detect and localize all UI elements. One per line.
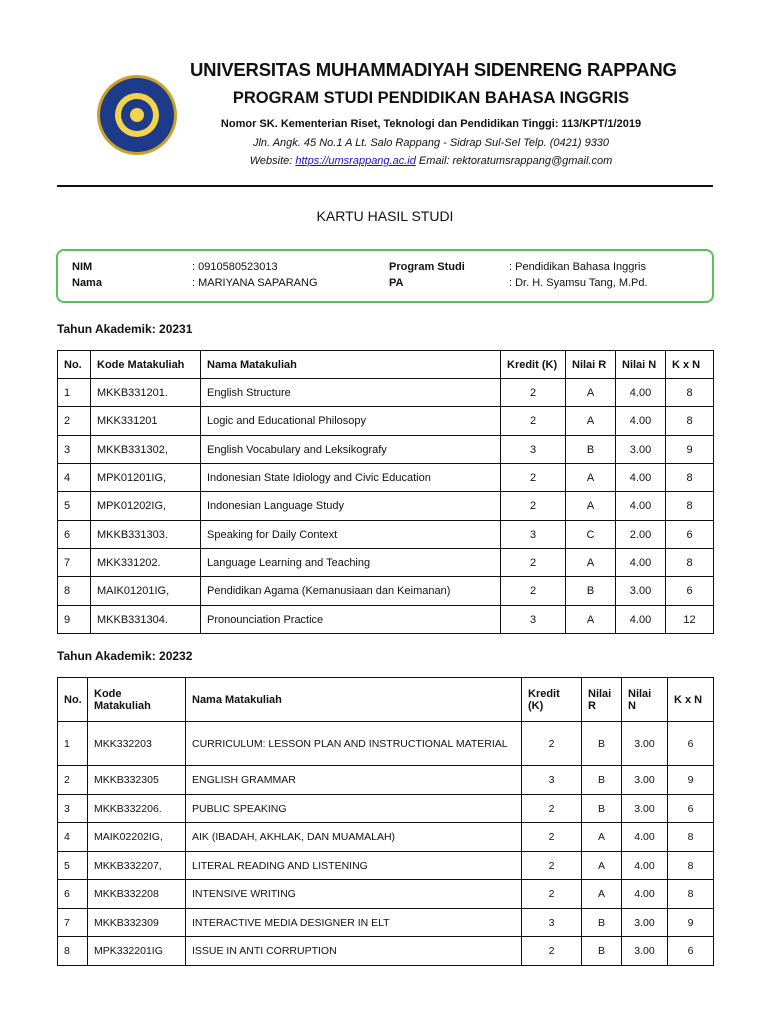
cell-course: Logic and Educational Philosopy [201,407,501,436]
name-value: : MARIYANA SAPARANG [192,277,318,289]
col-header-kxn: K x N [666,351,714,379]
website-label: Website: [249,155,293,167]
cell-credit: 2 [501,549,566,577]
table-row [58,407,714,436]
cell-code: MKKB331304. [91,606,201,634]
website-line [190,155,672,167]
cell-code: MKKB332309 [88,909,186,937]
cell-grade-r: B [582,722,622,766]
cell-grade-n: 3.00 [616,436,666,464]
cell-no: 4 [58,464,91,492]
cell-course: Speaking for Daily Context [201,521,501,549]
cell-course: AIK (IBADAH, AKHLAK, DAN MUAMALAH) [186,823,522,852]
table-row [58,766,714,795]
cell-grade-r: A [582,823,622,852]
cell-grade-n: 3.00 [622,909,668,937]
cell-no: 5 [58,492,91,521]
table-row [58,722,714,766]
cell-kxn: 9 [666,436,714,464]
col-header-grade-n: Nilai N [616,351,666,379]
program-name: PROGRAM STUDI PENDIDIKAN BAHASA INGGRIS [232,89,630,107]
cell-code: MAIK01201IG, [91,577,201,606]
cell-grade-r: B [566,436,616,464]
cell-grade-n: 4.00 [616,464,666,492]
cell-grade-n: 4.00 [622,880,668,909]
cell-grade-n: 4.00 [616,606,666,634]
cell-grade-n: 4.00 [616,407,666,436]
pa-label: PA [389,277,404,289]
cell-course: LITERAL READING AND LISTENING [186,852,522,880]
decree-line: Nomor SK. Kementerian Riset, Teknologi dan Pendidikan Tinggi: 113/KPT/1/2019 [220,118,642,130]
table-row [58,880,714,909]
name-label: Nama [72,277,102,289]
table-row [58,379,714,407]
cell-no: 1 [58,722,88,766]
cell-code: MKK332203 [88,722,186,766]
cell-code: MKKB331201. [91,379,201,407]
cell-credit: 2 [522,823,582,852]
university-logo [96,74,178,156]
cell-grade-r: A [582,880,622,909]
cell-grade-n: 3.00 [622,722,668,766]
cell-grade-r: B [582,795,622,823]
table-row [58,521,714,549]
cell-course: English Structure [201,379,501,407]
cell-kxn: 6 [668,937,714,966]
program-label: Program Studi [389,261,465,273]
cell-credit: 2 [501,379,566,407]
cell-grade-n: 3.00 [622,766,668,795]
table-row [58,492,714,521]
cell-grade-n: 4.00 [616,379,666,407]
table-row [58,937,714,966]
table-row [58,606,714,634]
cell-no: 7 [58,549,91,577]
cell-grade-n: 4.00 [622,823,668,852]
cell-code: MPK332201IG [88,937,186,966]
cell-no: 3 [58,795,88,823]
cell-course: ISSUE IN ANTI CORRUPTION [186,937,522,966]
semester2-table [57,677,714,966]
col-header-credit: Kredit (K) [501,351,566,379]
cell-grade-r: B [566,577,616,606]
semester1-heading: Tahun Akademik: 20231 [57,322,193,336]
page-title: KARTU HASIL STUDI [316,208,454,224]
cell-kxn: 8 [666,379,714,407]
cell-grade-r: B [582,909,622,937]
cell-no: 8 [58,937,88,966]
pa-value: : Dr. H. Syamsu Tang, M.Pd. [509,277,648,289]
cell-kxn: 6 [668,795,714,823]
cell-grade-r: A [566,379,616,407]
cell-no: 2 [58,407,91,436]
program-value: : Pendidikan Bahasa Inggris [509,261,646,273]
cell-code: MKKB332206. [88,795,186,823]
cell-code: MKK331201 [91,407,201,436]
cell-grade-r: A [566,407,616,436]
nim-label: NIM [72,261,93,273]
cell-credit: 2 [522,722,582,766]
cell-code: MKKB332305 [88,766,186,795]
cell-no: 1 [58,379,91,407]
table-row [58,909,714,937]
col-header-grade-r: Nilai R [566,351,616,379]
table-row [58,436,714,464]
cell-grade-n: 4.00 [616,549,666,577]
cell-code: MKKB331302, [91,436,201,464]
cell-grade-n: 3.00 [622,795,668,823]
col-header-credit: Kredit (K) [522,678,582,722]
cell-code: MKKB331303. [91,521,201,549]
col-header-course: Nama Matakuliah [186,678,522,722]
cell-credit: 2 [522,795,582,823]
cell-grade-n: 4.00 [616,492,666,521]
cell-credit: 2 [522,852,582,880]
cell-course: Indonesian Language Study [201,492,501,521]
cell-kxn: 8 [666,464,714,492]
cell-course: English Vocabulary and Leksikografy [201,436,501,464]
cell-credit: 2 [501,492,566,521]
cell-kxn: 9 [668,909,714,937]
email-text: Email: rektoratumsrappang@gmail.com [418,155,613,167]
cell-no: 2 [58,766,88,795]
cell-credit: 3 [522,766,582,795]
cell-kxn: 6 [666,577,714,606]
cell-course: Pronounciation Practice [201,606,501,634]
cell-credit: 2 [501,577,566,606]
cell-no: 5 [58,852,88,880]
cell-kxn: 6 [666,521,714,549]
cell-no: 3 [58,436,91,464]
cell-credit: 3 [522,909,582,937]
website-link[interactable]: https://umsrappang.ac.id [295,155,416,167]
cell-kxn: 8 [666,549,714,577]
col-header-no: No. [58,678,88,722]
col-header-grade-n: Nilai N [622,678,668,722]
cell-course: Indonesian State Idiology and Civic Education [201,464,501,492]
cell-credit: 2 [522,937,582,966]
cell-credit: 3 [501,606,566,634]
cell-grade-n: 3.00 [616,577,666,606]
cell-grade-r: A [566,492,616,521]
col-header-kxn: K x N [668,678,714,722]
cell-no: 6 [58,521,91,549]
cell-grade-n: 4.00 [622,852,668,880]
cell-no: 6 [58,880,88,909]
col-header-course: Nama Matakuliah [201,351,501,379]
cell-course: INTERACTIVE MEDIA DESIGNER IN ELT [186,909,522,937]
table-row [58,795,714,823]
cell-course: INTENSIVE WRITING [186,880,522,909]
col-header-code: Kode Matakuliah [88,678,186,722]
cell-grade-r: C [566,521,616,549]
cell-credit: 3 [501,521,566,549]
cell-grade-r: A [566,464,616,492]
table-header-row [58,678,714,722]
cell-grade-r: A [566,549,616,577]
cell-kxn: 8 [668,852,714,880]
cell-no: 4 [58,823,88,852]
cell-code: MKKB332207, [88,852,186,880]
cell-credit: 2 [501,407,566,436]
table-row [58,549,714,577]
cell-course: CURRICULUM: LESSON PLAN AND INSTRUCTIONAL MATERIAL [186,722,522,766]
cell-grade-r: B [582,766,622,795]
semester1-table [57,350,714,634]
cell-kxn: 8 [666,492,714,521]
table-row [58,577,714,606]
cell-kxn: 8 [666,407,714,436]
cell-credit: 2 [522,880,582,909]
col-header-grade-r: Nilai R [582,678,622,722]
cell-code: MKKB332208 [88,880,186,909]
cell-kxn: 6 [668,722,714,766]
cell-grade-r: A [582,852,622,880]
address-line: Jln. Angk. 45 No.1 A Lt. Salo Rappang - Sidrap Sul-Sel Telp. (0421) 9330 [252,137,610,149]
table-row [58,823,714,852]
header-divider [57,185,713,187]
cell-grade-r: B [582,937,622,966]
semester2-heading: Tahun Akademik: 20232 [57,649,193,663]
col-header-no: No. [58,351,91,379]
cell-credit: 2 [501,464,566,492]
cell-kxn: 8 [668,880,714,909]
cell-kxn: 12 [666,606,714,634]
cell-kxn: 8 [668,823,714,852]
cell-code: MPK01201IG, [91,464,201,492]
cell-no: 7 [58,909,88,937]
col-header-code: Kode Matakuliah [91,351,201,379]
cell-course: Pendidikan Agama (Kemanusiaan dan Keimanan) [201,577,501,606]
cell-course: Language Learning and Teaching [201,549,501,577]
cell-grade-n: 2.00 [616,521,666,549]
table-row [58,852,714,880]
cell-credit: 3 [501,436,566,464]
cell-code: MPK01202IG, [91,492,201,521]
cell-code: MKK331202. [91,549,201,577]
cell-kxn: 9 [668,766,714,795]
university-name: UNIVERSITAS MUHAMMADIYAH SIDENRENG RAPPANG [190,59,677,80]
nim-value: : 0910580523013 [192,261,278,273]
cell-course: PUBLIC SPEAKING [186,795,522,823]
cell-course: ENGLISH GRAMMAR [186,766,522,795]
cell-code: MAIK02202IG, [88,823,186,852]
cell-no: 8 [58,577,91,606]
student-info-box [56,249,714,303]
cell-no: 9 [58,606,91,634]
cell-grade-r: A [566,606,616,634]
table-header-row [58,351,714,379]
table-row [58,464,714,492]
cell-grade-n: 3.00 [622,937,668,966]
